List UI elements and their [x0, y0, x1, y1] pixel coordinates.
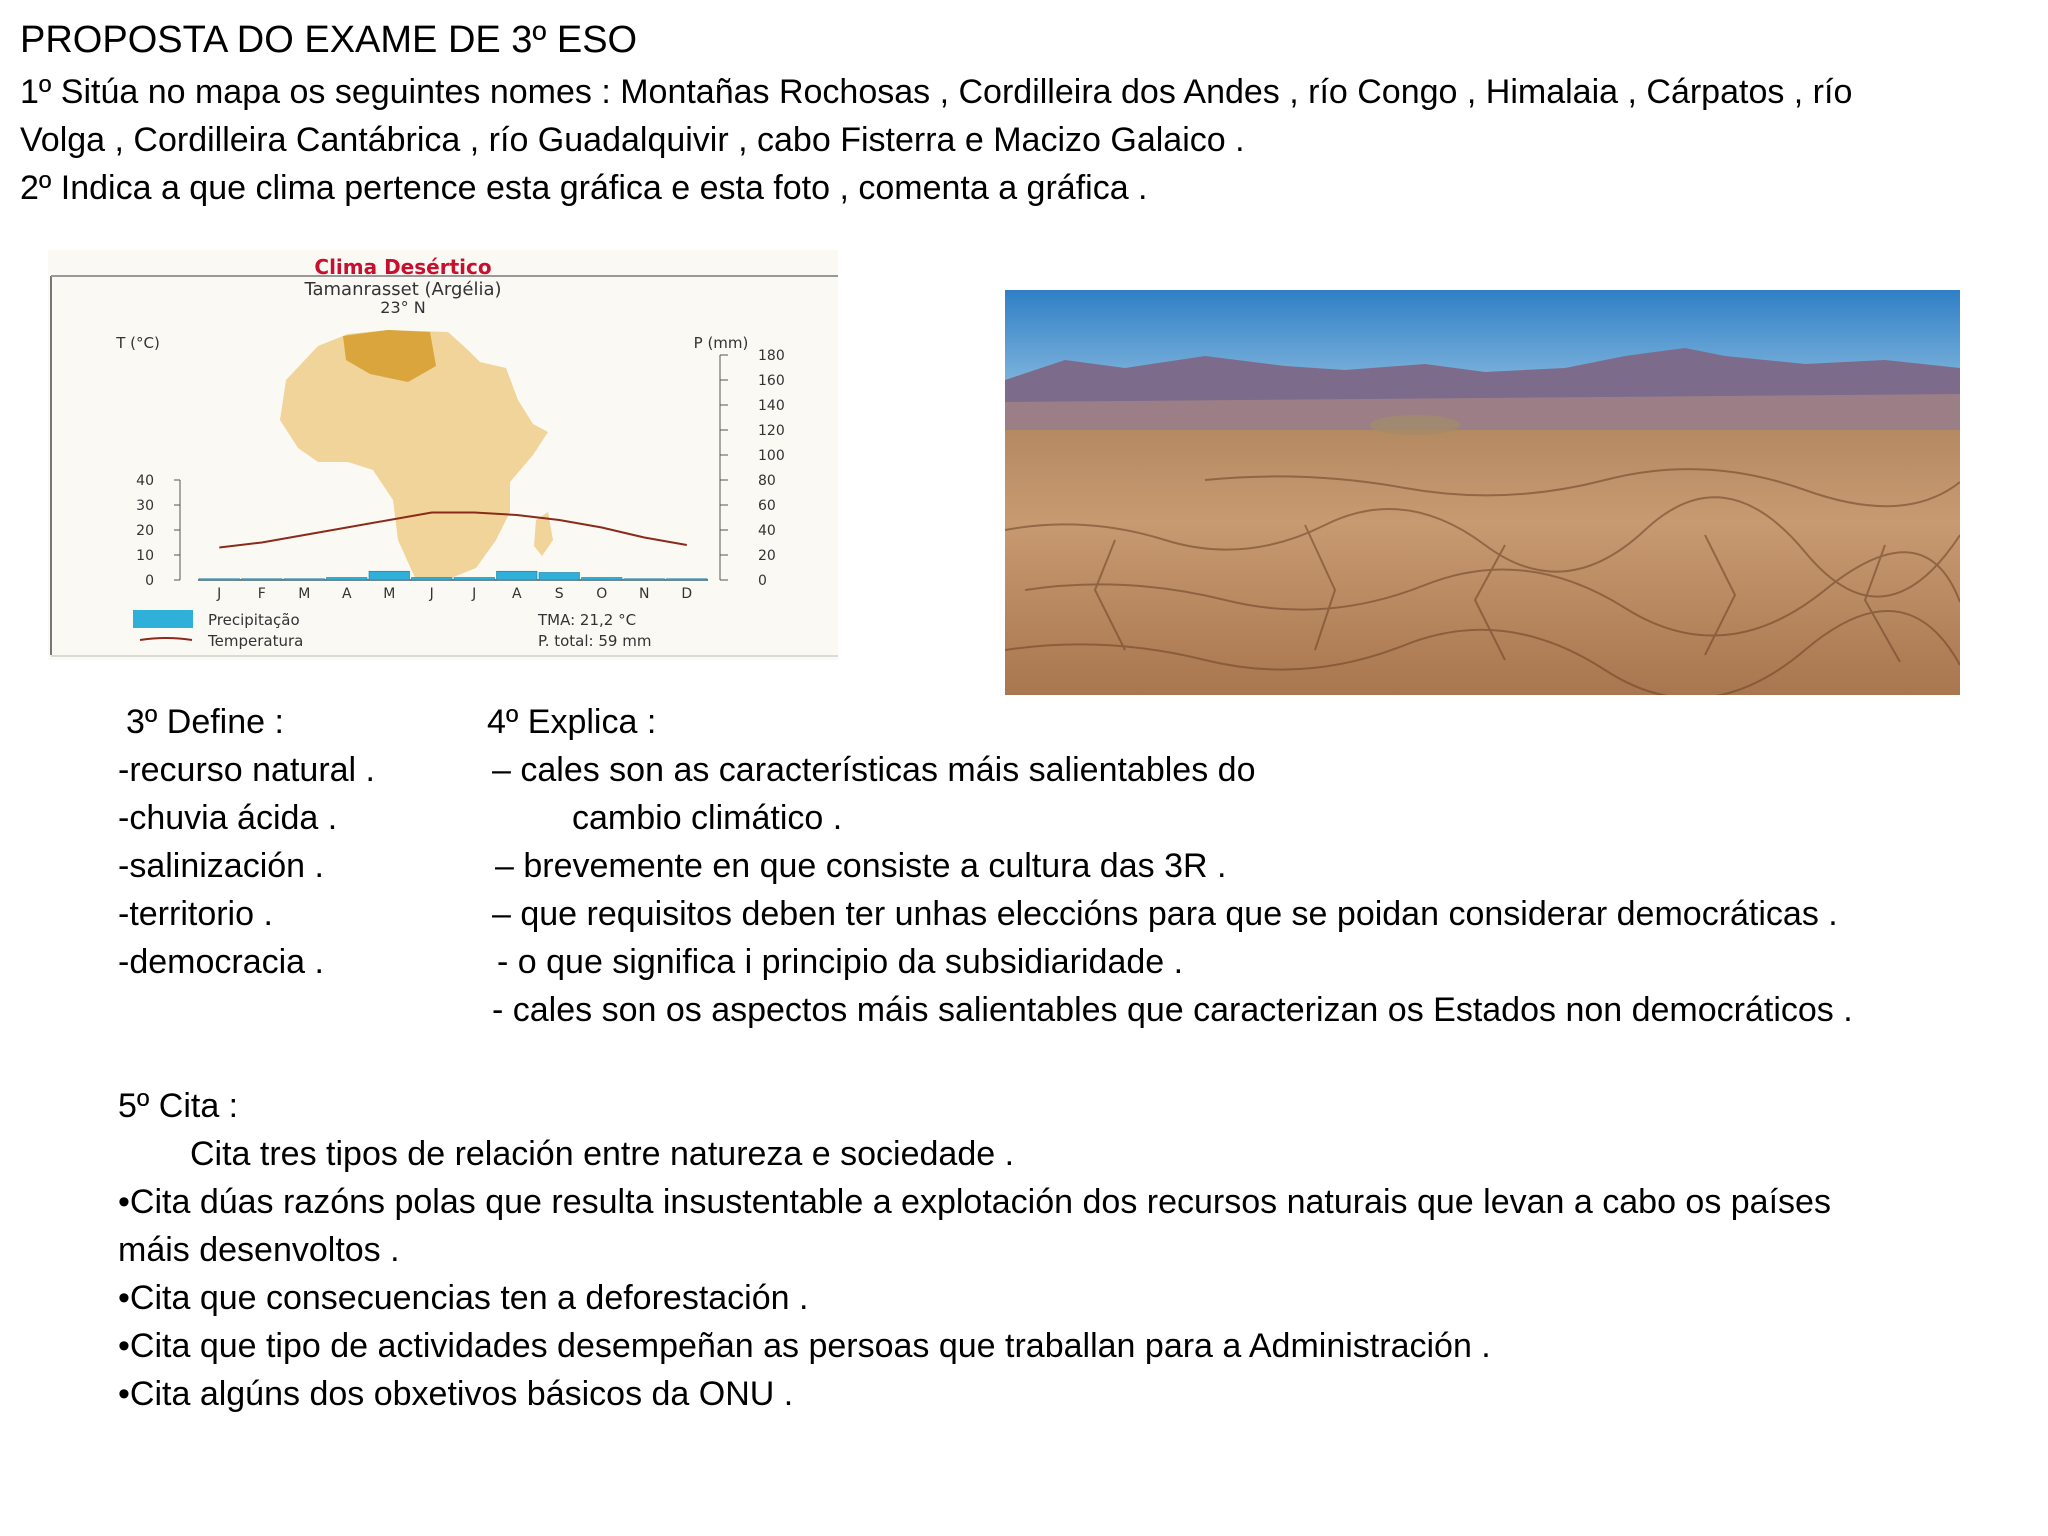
temperature-axis-label: T (°C) — [116, 334, 160, 352]
explain-item-5: - cales son os aspectos máis salientables que caracterizan os Estados non democráticos . — [492, 991, 1853, 1029]
month-tick-label: O — [596, 586, 608, 602]
explain-item-1-continued: cambio climático . — [572, 799, 843, 837]
desert-photo — [1005, 290, 1960, 695]
climograph-latitude: 23° N — [380, 298, 426, 317]
precipitation-bar — [242, 579, 283, 580]
right-tick-label: 40 — [758, 523, 776, 539]
right-tick-label: 120 — [758, 423, 785, 439]
page-title: PROPOSTA DO EXAME DE 3º ESO — [20, 19, 638, 61]
month-tick-label: F — [257, 586, 266, 602]
right-tick-label: 140 — [758, 398, 785, 414]
cite-bullet-3: •Cita que tipo de actividades desempeñan as persoas que traballan para a Administración . — [118, 1327, 1491, 1365]
precipitation-axis-label: P (mm) — [693, 334, 749, 352]
define-item-5: -democracia . — [118, 943, 324, 981]
right-tick-label: 20 — [758, 548, 776, 564]
define-item-3: -salinización . — [118, 847, 324, 885]
precipitation-bar — [369, 571, 410, 580]
precipitation-bar — [284, 579, 325, 580]
precipitation-bar — [667, 579, 708, 580]
climograph — [48, 250, 838, 660]
month-tick-label: S — [554, 586, 564, 602]
cite-bullet-4: •Cita algúns dos obxetivos básicos da ONU . — [118, 1375, 794, 1413]
legend-temperature-label: Temperatura — [208, 632, 304, 650]
month-tick-label: M — [383, 586, 396, 602]
legend-precipitation-swatch — [133, 610, 193, 628]
explain-item-2: – brevemente en que consiste a cultura das 3R . — [495, 847, 1227, 885]
question-1-line-2: Volga , Cordilleira Cantábrica , río Guadalquivir , cabo Fisterra e Macizo Galaico . — [20, 121, 1245, 159]
left-tick-label: 0 — [145, 573, 154, 589]
right-tick-label: 180 — [758, 348, 785, 364]
right-tick-label: 160 — [758, 373, 785, 389]
precipitation-bar — [454, 578, 495, 581]
climograph-location: Tamanrasset (Argélia) — [304, 279, 502, 300]
left-tick-label: 40 — [136, 473, 154, 489]
cite-bullet-1-line-1: •Cita dúas razóns polas que resulta insustentable a explotación dos recursos naturais que levan a cabo os países — [118, 1183, 1831, 1221]
month-tick-label: D — [681, 586, 693, 602]
precipitation-bar — [327, 578, 368, 581]
right-tick-label: 100 — [758, 448, 785, 464]
cite-bullet-1-line-2: máis desenvoltos . — [118, 1231, 400, 1269]
month-tick-label: N — [639, 586, 650, 602]
total-precipitation: P. total: 59 mm — [538, 632, 652, 650]
month-tick-label: A — [511, 586, 522, 602]
month-tick-label: J — [429, 586, 434, 602]
precipitation-bar — [582, 578, 623, 581]
annual-mean-temperature: TMA: 21,2 °C — [538, 611, 637, 629]
right-tick-label: 0 — [758, 573, 767, 589]
precipitation-bar — [412, 578, 453, 581]
define-item-2: -chuvia ácida . — [118, 799, 338, 837]
right-tick-label: 80 — [758, 473, 776, 489]
cite-intro: Cita tres tipos de relación entre natureza e sociedade . — [190, 1135, 1015, 1173]
explain-item-4: - o que significa i principio da subsidiaridade . — [497, 943, 1184, 981]
precipitation-bar — [199, 579, 240, 580]
left-tick-label: 20 — [136, 523, 154, 539]
month-tick-label: M — [298, 586, 311, 602]
precipitation-bar — [624, 579, 665, 580]
month-tick-label: J — [217, 586, 222, 602]
right-tick-label: 60 — [758, 498, 776, 514]
question-2: 2º Indica a que clima pertence esta gráfica e esta foto , comenta a gráfica . — [20, 169, 1148, 207]
cite-bullet-2: •Cita que consecuencias ten a deforestación . — [118, 1279, 809, 1317]
explain-item-3: – que requisitos deben ter unhas eleccións para que se poidan considerar democráticas . — [492, 895, 1838, 933]
legend-precipitation-label: Precipitação — [208, 611, 300, 629]
explain-item-1: – cales son as características máis salientables do — [492, 751, 1256, 789]
section-3-heading: 3º Define : — [126, 703, 284, 741]
section-4-heading: 4º Explica : — [487, 703, 657, 741]
question-1-line-1: 1º Sitúa no mapa os seguintes nomes : Montañas Rochosas , Cordilleira dos Andes , río Congo , Himalaia , Cárpatos , río — [20, 73, 1853, 111]
section-5-heading: 5º Cita : — [118, 1087, 239, 1125]
define-item-4: -territorio . — [118, 895, 273, 933]
month-tick-label: J — [472, 586, 477, 602]
left-tick-label: 10 — [136, 548, 154, 564]
define-item-1: -recurso natural . — [118, 751, 375, 789]
climograph-title: Clima Desértico — [314, 255, 492, 279]
month-tick-label: A — [341, 586, 352, 602]
left-tick-label: 30 — [136, 498, 154, 514]
precipitation-bar — [497, 571, 538, 580]
precipitation-bar — [539, 573, 580, 581]
